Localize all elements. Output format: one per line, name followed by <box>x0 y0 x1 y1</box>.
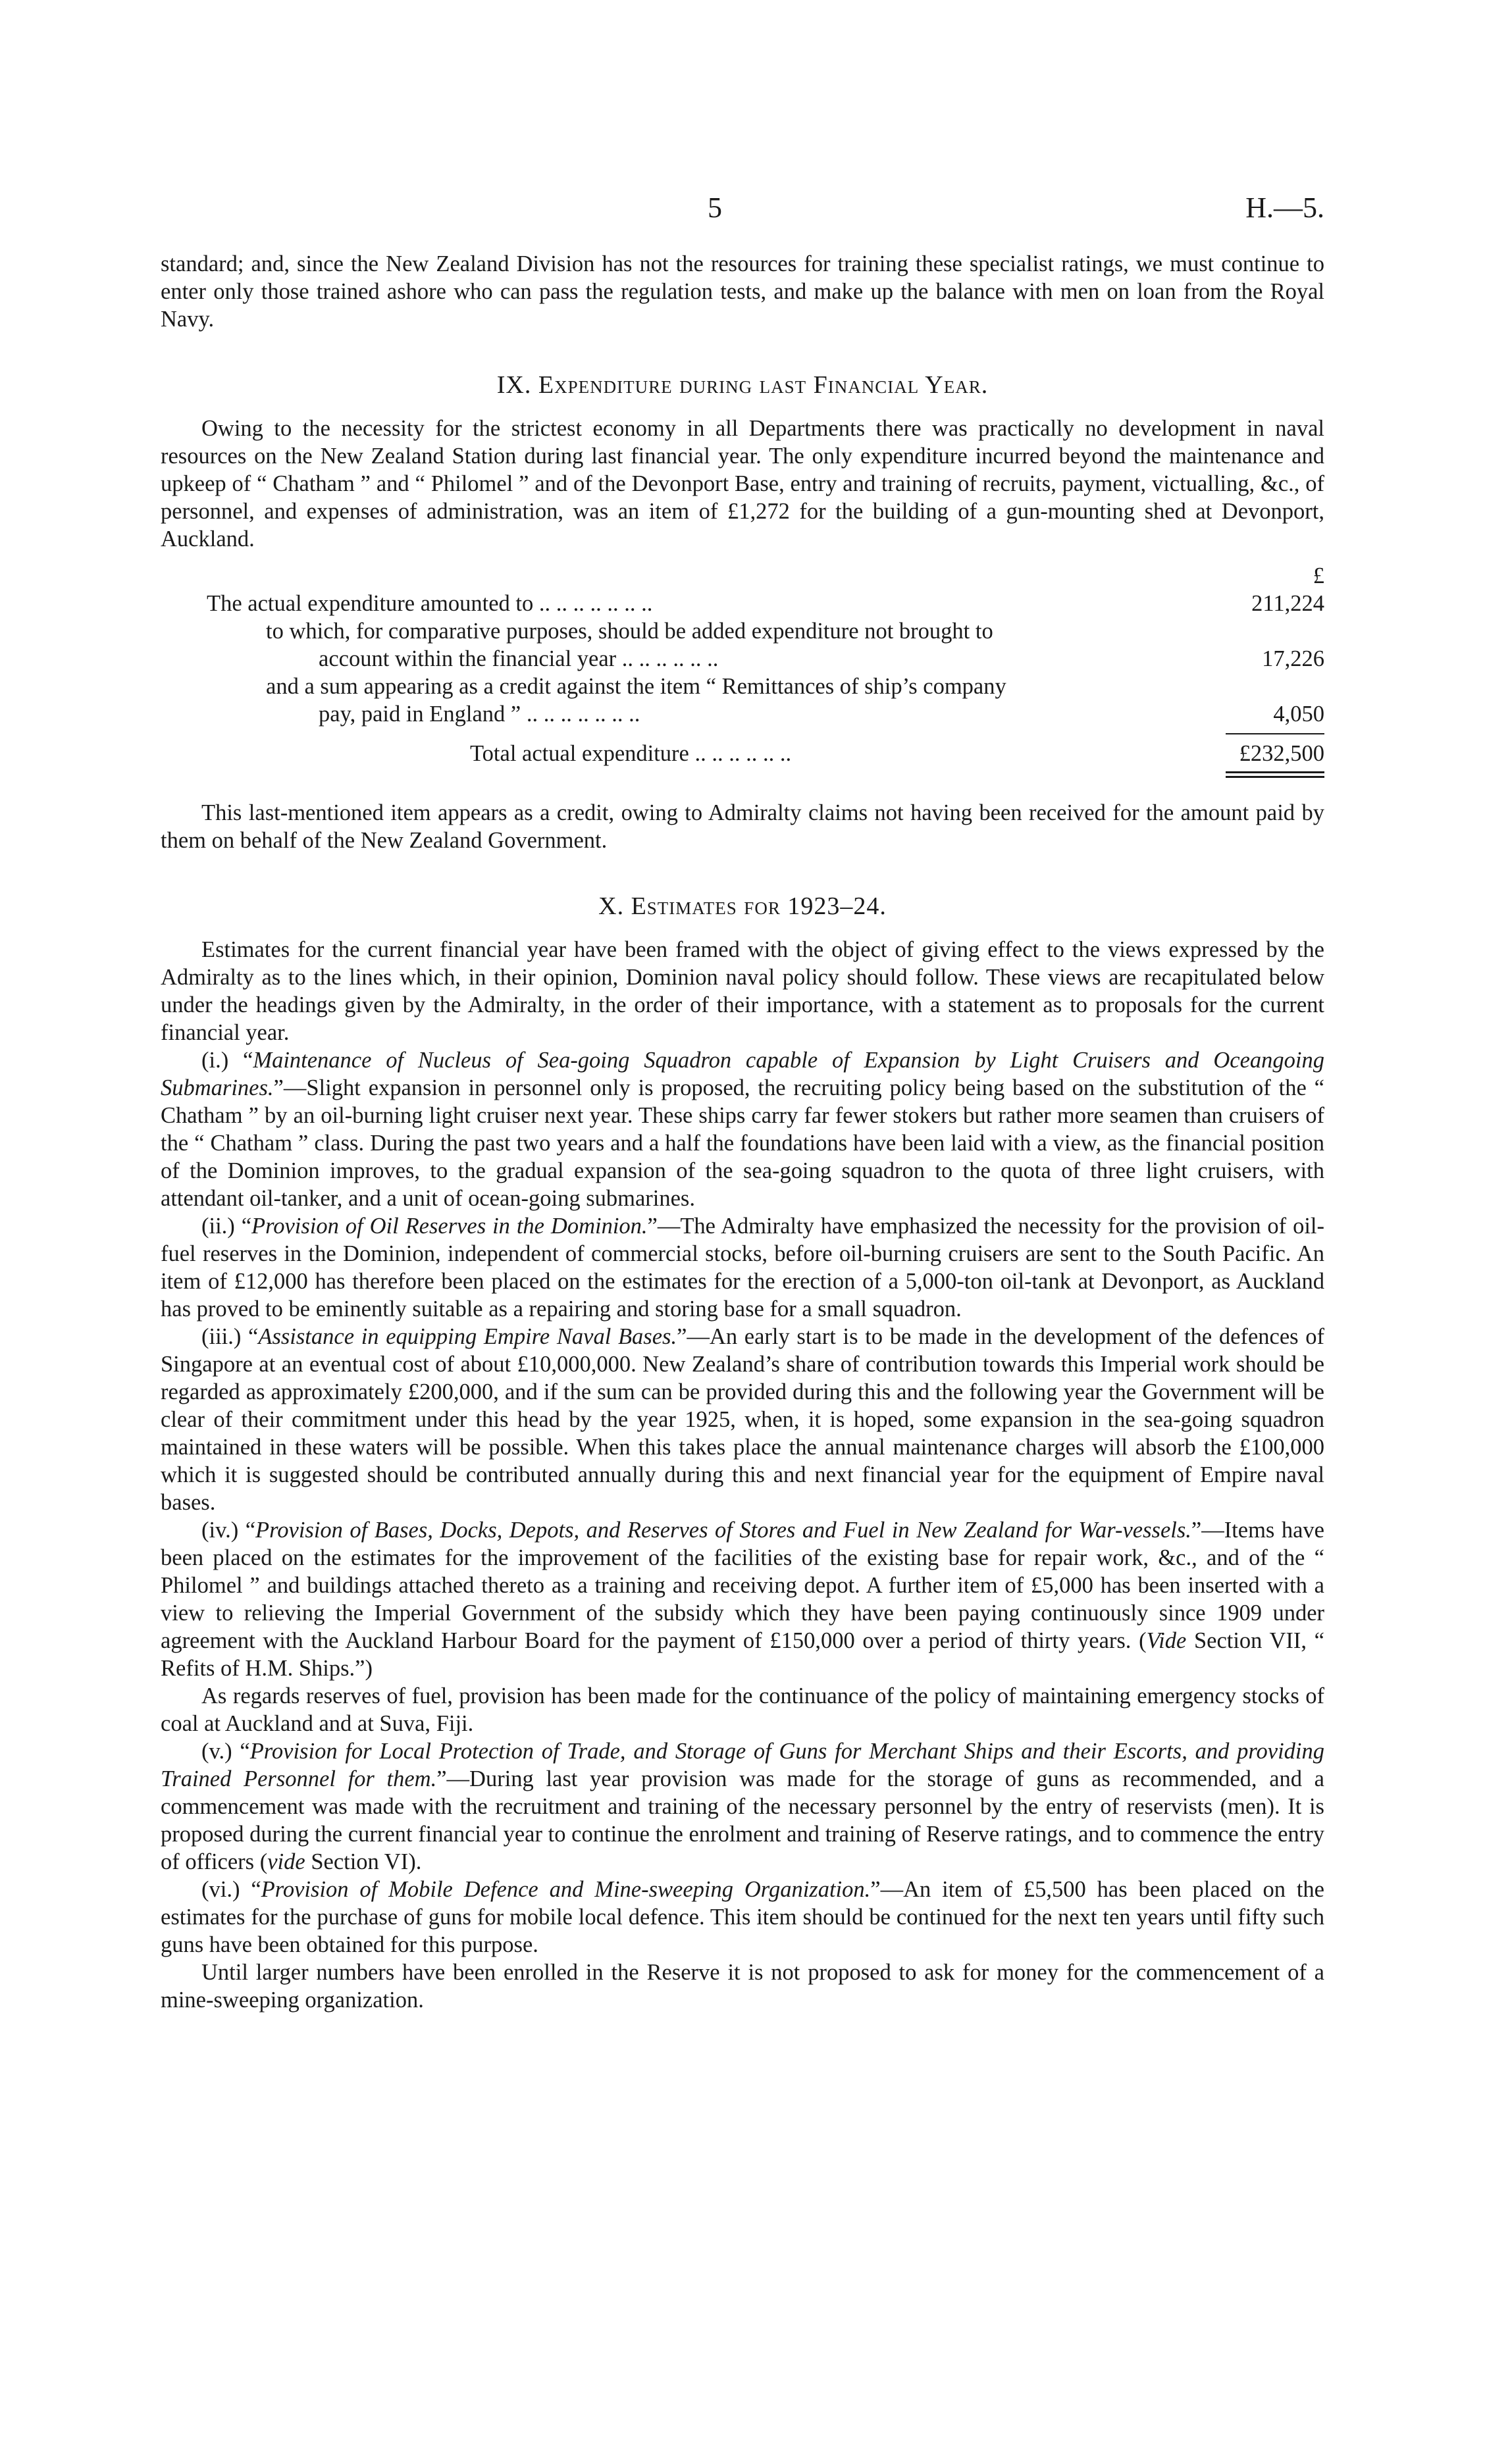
sum-rule <box>1226 733 1324 734</box>
estimate-item-v: (v.) “Provision for Local Protection of Trade, and Storage of Guns for Merchant Ships and their Escorts, and providing Trained Personnel for them.”—During last year provision was made for the storage of guns as recommended, and a commencement was made with the recruitment and training of the necessary personnel by the entry of reservists (men). It is proposed during the current financial year to continue the enrolment and training of Reserve ratings, and to commence the entry of officers (vide Section VI). <box>161 1739 1324 1874</box>
estimate-fuel-paragraph: As regards reserves of fuel, provision has been made for the continuance of the policy of maintaining emergency stocks of coal at Auckland and at Suva, Fiji. <box>161 1683 1324 1736</box>
closing-paragraph: Until larger numbers have been enrolled in the Reserve it is not proposed to ask for money for the commencement of a mine-sweeping organization. <box>161 1960 1324 2013</box>
total-double-rule <box>1226 771 1324 778</box>
expenditure-row <box>161 617 1324 673</box>
expenditure-total-row <box>161 740 1324 767</box>
page-body <box>161 250 1324 2014</box>
expenditure-row-amount: 4,050 <box>1273 702 1324 727</box>
expenditure-row <box>161 590 1324 617</box>
expenditure-statement <box>161 562 1324 778</box>
estimate-item-iv: (iv.) “Provision of Bases, Docks, Depots, and Reserves of Stores and Fuel in New Zealand for War-vessels.”—Items have been placed on the estimates for the improvement of the facilities of the existing base for repair work, &c., and of the “ Philomel ” and buildings attached thereto as a training and receiving depot. A further item of £5,000 has been inserted with a view to relieving the Imperial Government of the subsidy which they have been paying continuously since 1909 under agreement with the Auckland Harbour Board for the payment of £150,000 over a period of thirty years. (Vide Section VII, “ Refits of H.M. Ships.”) <box>161 1518 1324 1681</box>
section-ix-heading: IX. Expenditure during last Financial Year. <box>496 371 989 399</box>
currency-header: £ <box>1313 563 1324 588</box>
estimate-item-title: Provision of Bases, Docks, Depots, and Reserves of Stores and Fuel in New Zealand for War-vessels. <box>255 1518 1191 1543</box>
expenditure-row-label-cont: account within the financial year .. .. .. .. .. .. <box>319 646 719 671</box>
estimate-item-iii: (iii.) “Assistance in equipping Empire Naval Bases.”—An early start is to be made in the development of the defences of Singapore at an eventual cost of about £10,000,000. New Zealand’s share of contribution towards this Imperial work should be regarded as approximately £200,000, and if the sum can be provided during this and the following year the Government will be clear of their commitment under this head by the year 1925, when, it is hoped, some expansion in the sea-going squadron maintained in these waters will be possible. When this takes place the annual maintenance charges will absorb the £100,000 which it is suggested should be contributed annually during this and next financial year for the equipment of Empire naval bases. <box>161 1324 1325 1515</box>
estimate-item-title: Assistance in equipping Empire Naval Bases. <box>258 1324 677 1349</box>
expenditure-row <box>161 673 1324 728</box>
estimate-item-i: (i.) “Maintenance of Nucleus of Sea-going Squadron capable of Expansion by Light Cruisers and Oceangoing Submarines.”—Slight expansion in personnel only is proposed, the recruiting policy being based on the substitution of the “ Chatham ” by an oil-burning light cruiser next year. These ships carry far fewer stokers but rather more seamen than cruisers of the “ Chatham ” class. During the past two years and a half the foundations have been laid with a view, as the financial position of the Dominion improves, to the gradual expansion of the sea-going squadron to the quota of three light cruisers, with attendant oil-tanker, and a unit of ocean-going submarines. <box>161 1048 1324 1211</box>
estimate-item-title: Maintenance of Nucleus of Sea-going Squadron capable of Expansion by Light Cruisers and Oceangoing Submarines. <box>161 1048 1324 1100</box>
section-ix-note: This last-mentioned item appears as a credit, owing to Admiralty claims not having been received for the amount paid by them on behalf of the New Zealand Government. <box>161 800 1324 853</box>
section-x-heading: X. Estimates for 1923–24. <box>598 892 887 920</box>
document-reference: H.—5. <box>1245 192 1324 224</box>
expenditure-row-label: The actual expenditure amounted to .. .. .. .. .. .. .. <box>207 591 653 616</box>
estimate-item-title: Provision of Mobile Defence and Mine-sweeping Organization. <box>261 1877 871 1902</box>
page-number: 5 <box>708 192 722 224</box>
expenditure-row-amount: 17,226 <box>1262 646 1324 671</box>
intro-paragraph: standard; and, since the New Zealand Division has not the resources for training these specialist ratings, we must continue to enter only those trained ashore who can pass the regulation tests, and make up the balance with men on loan from the Royal Navy. <box>161 251 1324 332</box>
estimate-item-title: Provision for Local Protection of Trade, and Storage of Guns for Merchant Ships and their Escorts, and providing Trained Personnel for them. <box>161 1739 1324 1791</box>
expenditure-row-amount: 211,224 <box>1251 591 1324 616</box>
section-ix-paragraph: Owing to the necessity for the strictest economy in all Departments there was practically no development in naval resources on the New Zealand Station during last financial year. The only expenditure incurred beyond the maintenance and upkeep of “ Chatham ” and “ Philomel ” and of the Devonport Base, entry and training of recruits, payment, victualling, &c., of personnel, and expenses of administration, was an item of £1,272 for the building of a gun-mounting shed at Devonport, Auckland. <box>161 416 1324 552</box>
expenditure-total-label: Total actual expenditure .. .. .. .. .. .. <box>470 741 792 766</box>
expenditure-row-label: to which, for comparative purposes, should be added expenditure not brought to <box>266 619 993 644</box>
section-x-intro: Estimates for the current financial year have been framed with the object of giving effect to the views expressed by the Admiralty as to the lines which, in their opinion, Dominion naval policy should follow. These views are recapitulated below under the headings given by the Admiralty, in the order of their importance, with a statement as to proposals for the current financial year. <box>161 937 1324 1045</box>
expenditure-row-label-cont: pay, paid in England ” .. .. .. .. .. .. .. <box>319 702 640 727</box>
estimate-item-ii: (ii.) “Provision of Oil Reserves in the Dominion.”—The Admiralty have emphasized the necessity for the provision of oil-fuel reserves in the Dominion, independent of commercial stocks, before oil-burning cruisers are sent to the South Pacific. An item of £12,000 has therefore been placed on the estimates for the erection of a 5,000-ton oil-tank at Devonport, as Auckland has proved to be eminently suitable as a repairing and storing base for a small squadron. <box>161 1214 1324 1322</box>
estimate-item-vi: (vi.) “Provision of Mobile Defence and Mine-sweeping Organization.”—An item of £5,500 has been placed on the estimates for the purchase of guns for mobile local defence. This item should be continued for the next ten years until fifty such guns have been obtained for this purpose. <box>161 1877 1324 1957</box>
expenditure-row-label: and a sum appearing as a credit against the item “ Remittances of ship’s company <box>266 674 1006 699</box>
estimate-item-title: Provision of Oil Reserves in the Dominion. <box>251 1214 648 1239</box>
expenditure-total-amount: £232,500 <box>1239 741 1324 766</box>
